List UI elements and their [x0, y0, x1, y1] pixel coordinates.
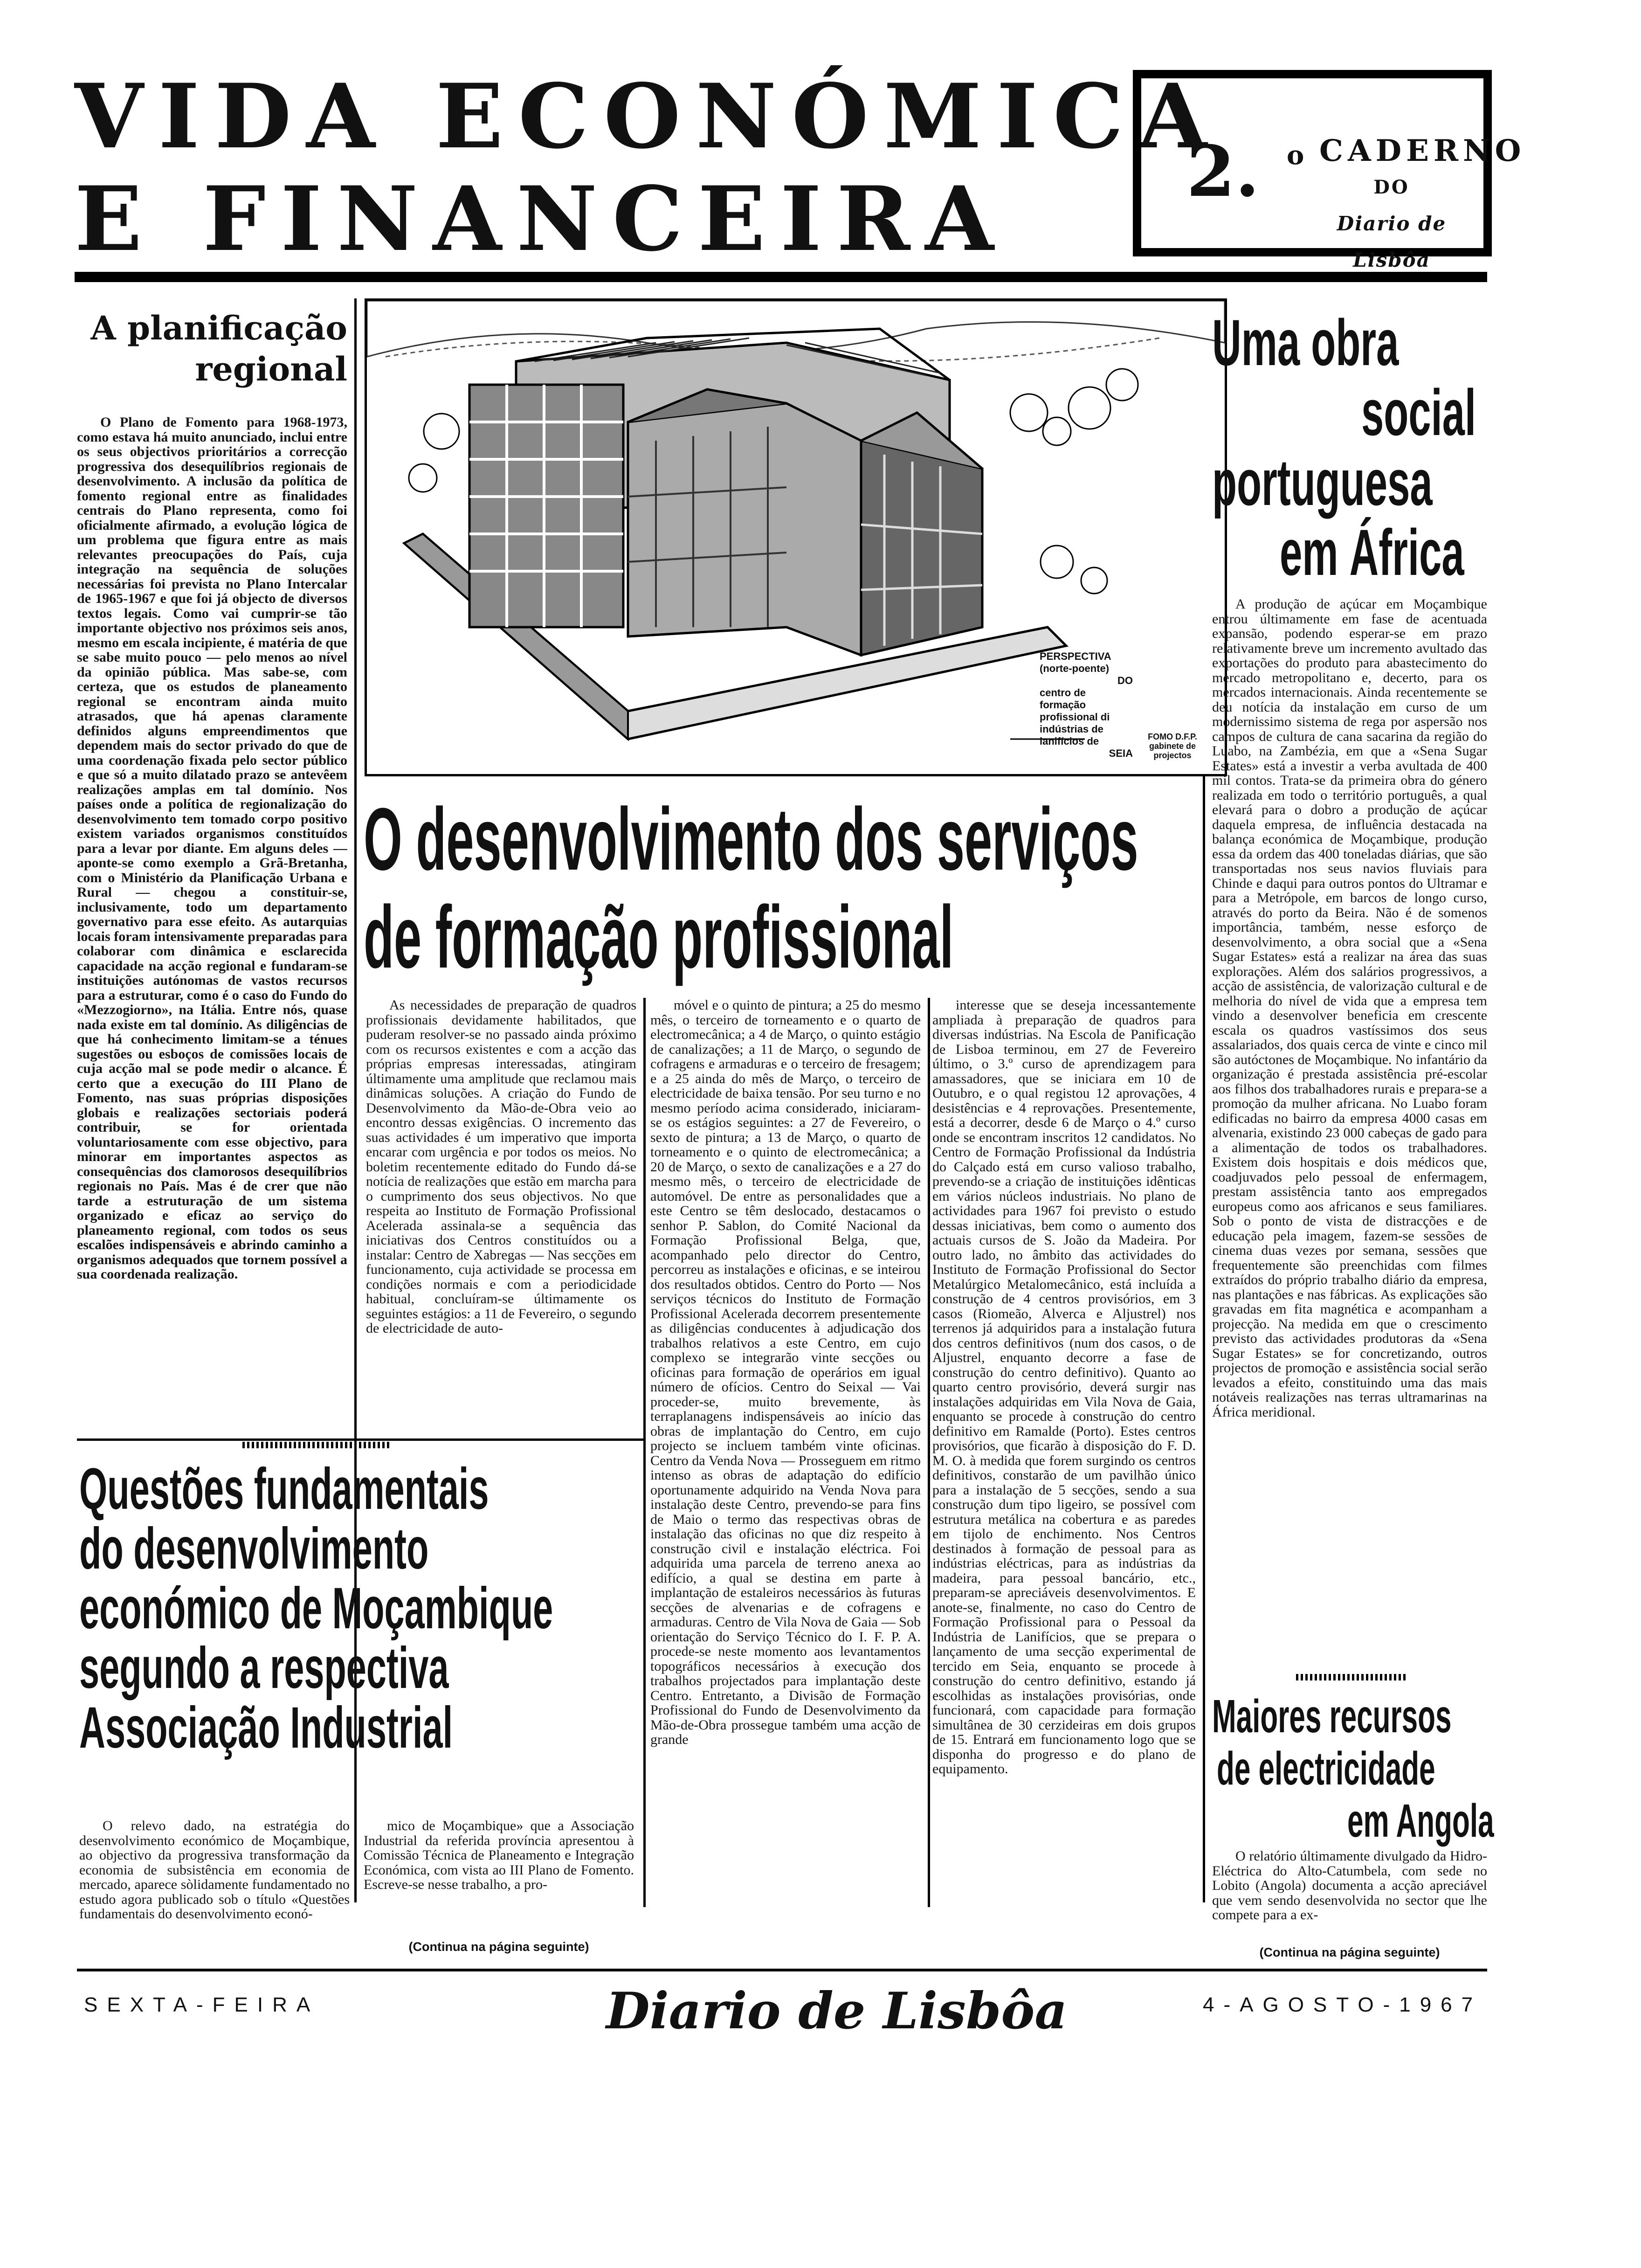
main-article-col3: interesse que se deseja incessantemente ampliada à preparação de quadros para diversas indústrias. Na Escola de Panificação de Lisboa terminou, em 27 de Fevereiro último, o 3.º curso de aprendizagem para amassadores, que se iniciara em 10 de Outubro, e o qual registou 12 aprovações, 4 desistências e 4 reprovações. Presentemente, está a decorrer, desde 6 de Março o 4.º curso onde se encontram inscritos 12 candidatos. No Centro de Formação Profissional da Indústria do Calçado está em curso valioso trabalho, prevendo-se a criação de instituições idênticas em vários núcleos industriais. No plano de actividades para 1967 foi previsto o estudo dessas iniciativas, bem como o aumento dos actuais cursos de S. João da Madeira. Por outro lado, no âmbito das actividades do Instituto de Formação Profissional do Sector Metalúrgico Metalomecânico, está incluída a construção de 4 centros provisórios, em 3 casos (Riomeão, Alverca e Aljustrel) nos terrenos já adquiridos para a instalação futura dos centros definitivos (num dos casos, o de Aljustrel, enquanto decorre a fase de construção do centro definitivo). Quanto ao quarto centro provisório, deverá surgir nas instalações adquiridas em Vila Nova de Gaia, enquanto se procede à construção do centro definitivo em Ramalde (Porto). Estes centros provisórios, que ficarão à disposição do F. D. M. O. à medida que forem surgindo os centros definitivos, constarão de um pavilhão único para a instalação de 5 secções, sendo a sua construção dum tipo ligeiro, se possível com estrutura metálica na cobertura e as paredes em tijolo de enchimento. Nos Centros destinados à formação de pessoal para as indústrias eléctricas, para as indústrias da madeira, para pessoal bancário, etc., preparam-se apreciáveis desenvolvimentos. E anote-se, finalmente, no caso do Centro de Formação Profissional para o Pessoal da Indústria de Lanifícios, que se prepara o lançamento de uma secção experimental de tercido em Seia, enquanto se procede à construção do centro definitivo, estando já escolhidas as instalações provisórias, onde funcionará, com capacidade para formação simultânea de 30 cerzideiras em dois grupos de 15. Entrará em funcionamento logo que se disponha do progresso e do plano de equipamento. — [932, 998, 1196, 1777]
section-divider — [1296, 1674, 1408, 1680]
section-title-line2: E FINANCEIRA — [75, 167, 1009, 271]
main-headline-line2: de formação profissional — [364, 888, 954, 987]
left-article-body: O Plano de Fomento para 1968-1973, como estava há muito anunciado, inclui entre os seus objectivos prioritários a correcção progressiva dos desequilíbrios regionais de desenvolvimento. A inclusão da política de fomento regional entre as finalidades centrais do Plano representa, como foi oficialmente afirmado, a evolução lógica de um problema que figura entre as mais relevantes preocupações do País, cuja integração na sequência de soluções necessárias foi prevista no Plano Intercalar de 1965-1967 e que foi já objecto de diversos textos legais. Como vai cumprir-se tão importante objectivo nos próximos seis anos, mesmo em escala incipiente, é matéria de que se sabe muito pouco — pelo menos ao nível da opinião pública. Mas sabe-se, com certeza, que os estudos de planeamento regional se encontram ainda muito atrasados, que há apenas claramente definidos alguns empreendimentos que dependem mais do sector privado do que de uma coordenação fixada pelo sector público e que só a muito dilatado prazo se antevêem realizações amplas em tal domínio. Nos países onde a política de regionalização do desenvolvimento tem tomado corpo positivo existem variados organismos constituídos para a levar por diante. Em alguns deles — aponte-se como exemplo a Grã-Bretanha, com o Ministério da Planificação Urbana e Rural — chegou a constituir-se, inclusivamente, todo um departamento governativo para esse efeito. As autarquias locais foram intensivamente preparadas para colaborar com dinâmica e esclarecida capacidade na acção regional e fundaram-se instituições autónomas de vastos recursos para a estruturar, como é o caso do Fundo do «Mezzogiorno», na Itália. Entre nós, quase nada existe em tal domínio. As diligências de que há conhecimento limitam-se a ténues sugestões ou esboços de comissões locais de cuja acção mal se pode medir o alcance. É certo que a execução do III Plano de Fomento, nas suas próprias disposições globais e realizações sectoriais poderá contribuir, se for orientada voluntariosamente com esse objectivo, para minorar em importantes aspectos as consequências dos clamorosos desequilíbrios regionais no País. Mas é de crer que não tarde a estruturação de um sistema organizado e eficaz ao serviço do planeamento regional, com todos os seus escalões indispensáveis e abrindo caminho a organismos adequados que tornem possível a sua coordenada realização. — [77, 415, 347, 1282]
caderno-number: 2. — [1186, 131, 1260, 213]
section-divider — [242, 1442, 392, 1448]
mozambique-headline: Questões fundamentais do desenvolvimento económico de Moçambique segundo a respectiva Associação Industrial — [79, 1457, 553, 1760]
caption-seia: SEIA — [1109, 747, 1133, 759]
caption-subtitle: (norte-poente) — [1040, 663, 1110, 674]
architect-stamp: FOMO D.F.P. gabinete de projectos — [1148, 732, 1197, 760]
footer-rule — [77, 1969, 1487, 1971]
section-rule — [77, 1438, 643, 1441]
footer-date: 4-AGOSTO-1967 — [1203, 1993, 1482, 2016]
caderno-label: CADERNO — [1319, 133, 1526, 168]
column-divider — [643, 998, 646, 1907]
main-article-col2: móvel e o quinto de pintura; a 25 do mesmo mês, o terceiro de torneamento e o quarto de electromecânica; a 4 de Março, o quinto estágio de canalizações; a 11 de Março, o segundo de cofragens e armaduras e o terceiro de fresagem; e a 25 ainda do mês de Março, o terceiro de electricidade de baixa tensão. Por seu turno e no mesmo período acima considerado, iniciaram-se os estágios seguintes: a 27 de Fevereiro, o sexto de pintura; a 13 de Março, o quarto de torneamento e o quinto de electromecânica; a 20 de Março, o sexto de canalizações e a 27 do mesmo mês, o terceiro de electricidade de automóvel. De entre as personalidades que a este Centro se têm deslocado, destacamos o senhor P. Sablon, do Comité Nacional da Formação Profissional Belga, que, acompanhado pelo director do Centro, percorreu as instalações e oficinas, e se inteirou dos resultados obtidos. Centro do Porto — Nos serviços técnicos do Instituto de Formação Profissional Acelerada decorrem presentemente as diligências conducentes à adjudicação dos trabalhos relativos a este Centro, em cujo complexo se integrarão vinte secções ou oficinas para formação de operários em igual número de ofícios. Centro do Seixal — Vai proceder-se, muito brevemente, às terraplanagens indispensáveis ao início das obras de implantação do Centro, em cujo projecto se incluem também vinte oficinas. Centro da Venda Nova — Prosseguem em ritmo intenso as obras de adaptação do edifício oportunamente adquirido na Venda Nova para instalação deste Centro, prevendo-se para fins de Maio o termo das respectivas obras de instalação das oficinas no que diz respeito à construção civil e instalação eléctrica. Foi adquirida uma parcela de terreno anexa ao edifício, a qual se destina em parte à implantação de estaleiros necessários às futuras secções de alvenarias e de cofragens e armaduras. Centro de Vila Nova de Gaia — Sob orientação do Serviço Técnico do I. F. P. A. procede-se neste momento aos levantamentos topográficos necessários à execução dos trabalhos projectados para implantação deste Centro. Entretanto, a Divisão de Formação Profissional do Fundo de Desenvolvimento da Mão-de-Obra prossegue também uma acção de grande — [650, 998, 921, 1747]
caderno-ordinal: o — [1287, 140, 1304, 171]
column-divider — [928, 998, 930, 1907]
caption-body: centro de formação profissional di indústrias de lanifícios de — [1040, 687, 1110, 747]
caption-title: PERSPECTIVA — [1040, 650, 1111, 662]
main-headline-line1: O desenvolvimento dos serviços — [364, 790, 1138, 889]
caption-do: DO — [1117, 675, 1133, 686]
masthead-rule — [75, 272, 1487, 282]
right-article-body: A produção de açúcar em Moçambique entrou últimamente em fase de acentuada expansão, podendo esperar-se em prazo relativamente breve um incremento avultado das exportações do produto para abastecimento do mercado metropolitano e, decerto, para os mercados internacionais. Ainda recentemente se deu notícia da instalação em curso de um modernissimo sistema de rega por aspersão nos campos de cultura de cana sacarina da região do Luabo, na Zambézia, em que a «Sena Sugar Estates» está a investir a verba avultada de 400 mil contos. Trata-se da primeira obra do género realizada em todo o território português, a qual elevará para o dobro a produção de açúcar daquela empresa, de influência destacada na balança económica de Moçambique, produção essa da ordem das 400 toneladas diárias, que são transportadas nos seus navios fluviais para Chinde e daqui para outros pontos do Ultramar e para a Metrópole, em barcos de longo curso, através do porto da Beira. Não é de somenos importância, também, nesse esforço de desenvolvimento, a obra social que a «Sena Sugar Estates» está a realizar na área das suas explorações. Além dos salários progressivos, a acção de assistência, de valorização cultural e de melhoria do nível de vida que a empresa tem vindo a desenvolver beneficia em crescente escala os quadros vastíssimos dos seus assalariados, dos quais cerca de vinte e cinco mil são autóctones de Moçambique. No infantário da organização é prestada assistência pré-escolar aos filhos dos trabalhadores rurais e prepara-se a promoção da mulher africana. No Luabo foram edificadas no bairro da empresa 4000 casas em alvenaria, existindo 23 000 cabeças de gado para a alimentação de todos os trabalhadores. Existem dois hospitais e dois médicos que, coadjuvados pelo pessoal de enfermagem, prestam assistência tanto aos empregados europeus como aos africanos e seus familiares. Sob o ponto de vista de distracções e de educação pela imagem, fazem-se sessões de cinema duas vezes por semana, sessões que frequentemente são preenchidas com filmes extraídos do próprio trabalho diário da empresa, nas plantações e nas fábricas. As explicações são gravadas em fita magnética e acompanham a projecção. Na medida em que o crescimento previsto das actividades produtoras da «Sena Sugar Estates» se for concretizando, outros projectos de promoção e assistência social serão levados a efeito, constituindo uma das mais notáveis realizações nas terras ultramarinas na África meridional. — [1212, 597, 1487, 1420]
footer-paper-logo: Diario de Lisbôa — [606, 1982, 1068, 2040]
mozambique-continue-note: (Continua na página seguinte) — [408, 1940, 589, 1954]
illustration-caption — [1040, 650, 1133, 760]
main-article-col1: As necessidades de preparação de quadros profissionais devidamente habilitados, que puderam resolver-se no passado ainda próximo com os recursos existentes e com a acção das próprias empresas interessadas, atingiram últimamente uma amplitude que reclamou mais dinâmicas soluções. A criação do Fundo de Desenvolvimento da Mão-de-Obra veio ao encontro dessas exigências. O incremento das suas actividades é um imperativo que importa encarar com urgência e por todos os meios. No boletim recentemente editado do Fundo dá-se notícia de realizações que estão em marcha para o cumprimento dos seus objectivos. No que respeita ao Instituto de Formação Profissional Acelerada assinala-se a sequência das iniciativas dos Centros constituídos ou a instalar: Centro de Xabregas — Nas secções em funcionamento, cuja actividade se processa em condições normais e com a periodicidade habitual, concluíram-se últimamente os seguintes estágios: a 11 de Fevereiro, o segundo de electricidade de auto- — [366, 998, 636, 1336]
mozambique-col2: mico de Moçambique» que a Associação Industrial da referida província apresentou à Comissão Técnica de Planeamento e Integração Económica, com vista ao III Plano de Fomento. Escreve-se nesse trabalho, a pro- — [364, 1819, 634, 1892]
angola-continue-note: (Continua na página seguinte) — [1259, 1945, 1440, 1959]
left-article-title — [77, 308, 347, 390]
section-title — [75, 64, 1222, 271]
angola-body: O relatório últimamente divulgado da Hidro-Eléctrica do Alto-Catumbela, com sede no Lobito (Angola) documenta a acção apreciável que vem sendo desenvolvida no sector que lhe compete para a ex- — [1212, 1849, 1487, 1922]
footer-weekday: SEXTA-FEIRA — [84, 1993, 320, 2016]
section-title-line1: VIDA ECONÓMICA — [75, 64, 1222, 168]
caderno-paper-name: Diario de Lisbôa — [1337, 212, 1447, 271]
left-article-title-line2: regional — [195, 350, 347, 388]
angola-headline: Maiores recursos de electricidade em Angola — [1212, 1690, 1494, 1847]
caderno-label-block — [1319, 133, 1526, 278]
right-article-headline: Uma obra social portuguesa em África — [1212, 306, 1476, 589]
mozambique-col1: O relevo dado, na estratégia do desenvolvimento económico de Moçambique, ao objectivo da progressiva transformação da economia de subsistência em economia de mercado, aparece sòlidamente fundamentado no estudo agora publicado sob o título «Questões fundamentais do desenvolvimento econó- — [79, 1819, 350, 1922]
caderno-do: DO — [1373, 176, 1410, 198]
left-article-title-line1: A planificação — [90, 309, 347, 347]
